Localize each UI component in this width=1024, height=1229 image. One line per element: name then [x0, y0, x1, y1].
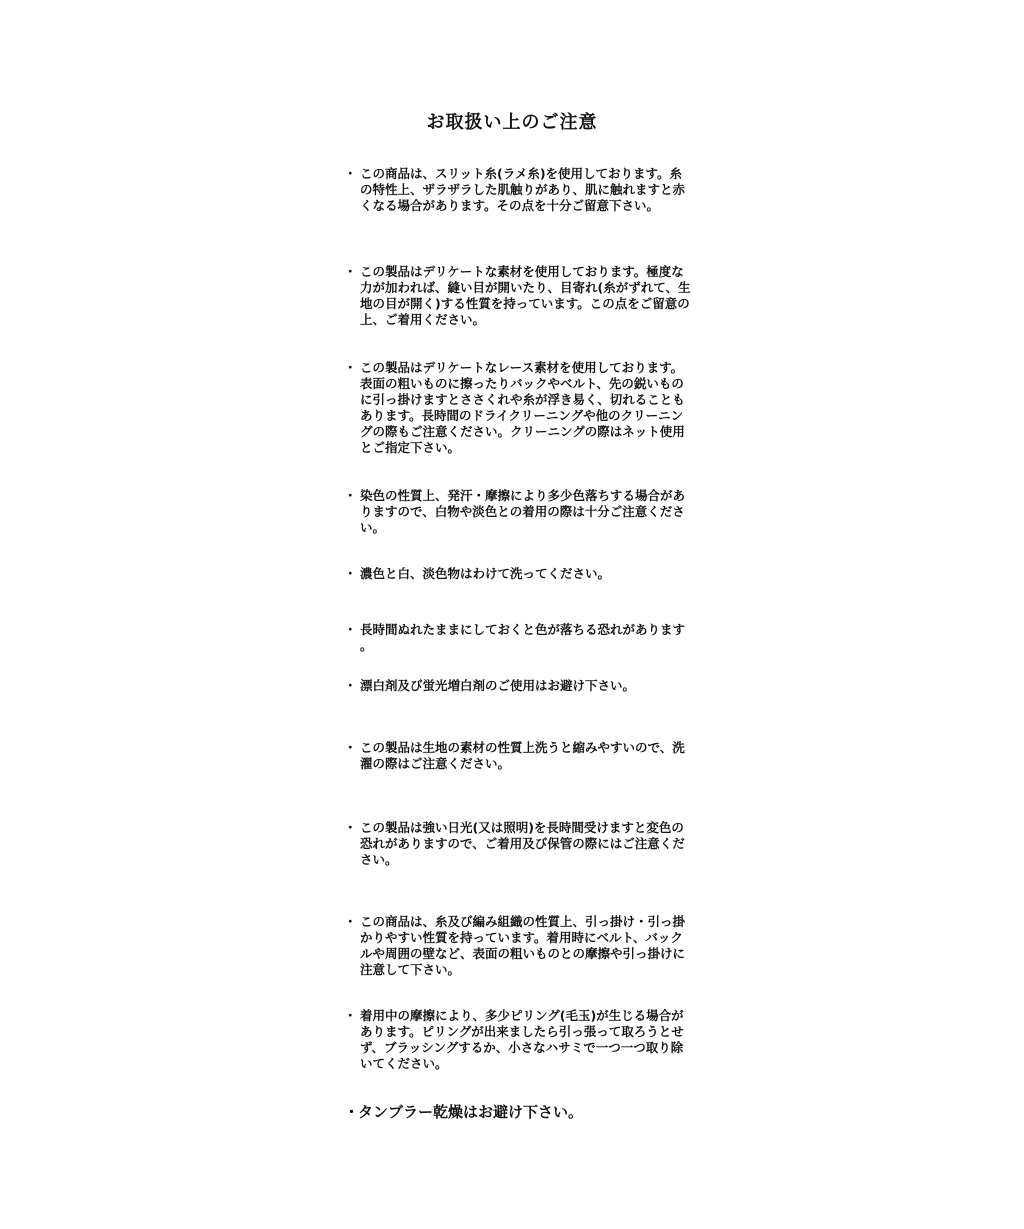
bullet-icon: ・ — [344, 820, 357, 835]
notice-text: この製品は強い日光(又は照明)を長時間受けますと変色の恐れがありますので、ご着用及び保管の際にはご注意ください。 — [360, 820, 685, 867]
bullet-icon: ・ — [344, 1008, 357, 1023]
notice-text: タンブラー乾燥はお避け下さい。 — [358, 1103, 584, 1121]
bullet-icon: ・ — [344, 566, 357, 581]
bullet-icon: ・ — [344, 1103, 360, 1121]
notice-item-color-fading — [344, 488, 694, 536]
notice-item-sunlight — [344, 820, 694, 868]
bullet-icon: ・ — [344, 488, 357, 503]
notice-text: この商品は、スリット糸(ラメ糸)を使用しております。糸の特性上、ザラザラした肌触りがあり、肌に触れますと赤くなる場合があります。その点を十分ご留意下さい。 — [360, 166, 686, 213]
bullet-icon: ・ — [344, 914, 357, 929]
notice-text: 濃色と白、淡色物はわけて洗ってください。 — [360, 566, 611, 581]
notice-item-lace-material — [344, 360, 694, 456]
notice-text: 漂白剤及び蛍光増白剤のご使用はお避け下さい。 — [360, 678, 636, 693]
bullet-icon: ・ — [344, 360, 357, 375]
bullet-icon: ・ — [344, 740, 357, 755]
notice-item-slit-yarn — [344, 166, 694, 214]
notice-text: この製品はデリケートなレース素材を使用しております。表面の粗いものに擦ったりバックやベルト、先の鋭いものに引っ掛けますとささくれや糸が浮き易く、切れることもあります。長時間のドライクリーニングや他のクリーニングの際もご注意ください。クリーニングの際はネット使用とご指定下さい。 — [360, 360, 685, 455]
bullet-icon: ・ — [344, 622, 357, 637]
notice-text: 染色の性質上、発汗・摩擦により多少色落ちする場合がありますので、白物や淡色との着用の際は十分ご注意ください。 — [360, 488, 686, 535]
notice-item-bleach — [344, 678, 694, 694]
notice-item-tumble-dry — [344, 1102, 704, 1122]
notice-text: 長時間ぬれたままにしておくと色が落ちる恐れがあります。 — [360, 622, 686, 653]
notice-text: この製品は生地の素材の性質上洗うと縮みやすいので、洗濯の際はご注意ください。 — [360, 740, 685, 771]
bullet-icon: ・ — [344, 264, 357, 279]
notice-text: 着用中の摩擦により、多少ピリング(毛玉)が生じる場合があります。ピリングが出来ましたら引っ張って取ろうとせず、ブラッシングするか、小さなハサミで一つ一つ取り除いてください。 — [360, 1008, 684, 1071]
notice-item-snagging — [344, 914, 694, 978]
notice-item-wet-fading — [344, 622, 694, 654]
notice-text: この商品は、糸及び編み組織の性質上、引っ掛け・引っ掛かりやすい性質を持っています。着用時にベルト、バックルや周囲の壁など、表面の粗いものとの摩擦や引っ掛けに注意して下さい。 — [360, 914, 686, 977]
notice-item-shrinkage — [344, 740, 694, 772]
page-title: お取扱い上のご注意 — [426, 112, 598, 133]
bullet-icon: ・ — [344, 166, 357, 181]
notice-item-delicate-material — [344, 264, 694, 328]
notice-text: この製品はデリケートな素材を使用しております。極度な力が加われば、縫い目が開いたり、目寄れ(糸がずれて、生地の目が開く)する性質を持っています。この点をご留意の上、ご着用ください。 — [360, 264, 691, 327]
notice-item-pilling — [344, 1008, 694, 1072]
bullet-icon: ・ — [344, 678, 357, 693]
notice-item-separate-wash — [344, 566, 694, 582]
